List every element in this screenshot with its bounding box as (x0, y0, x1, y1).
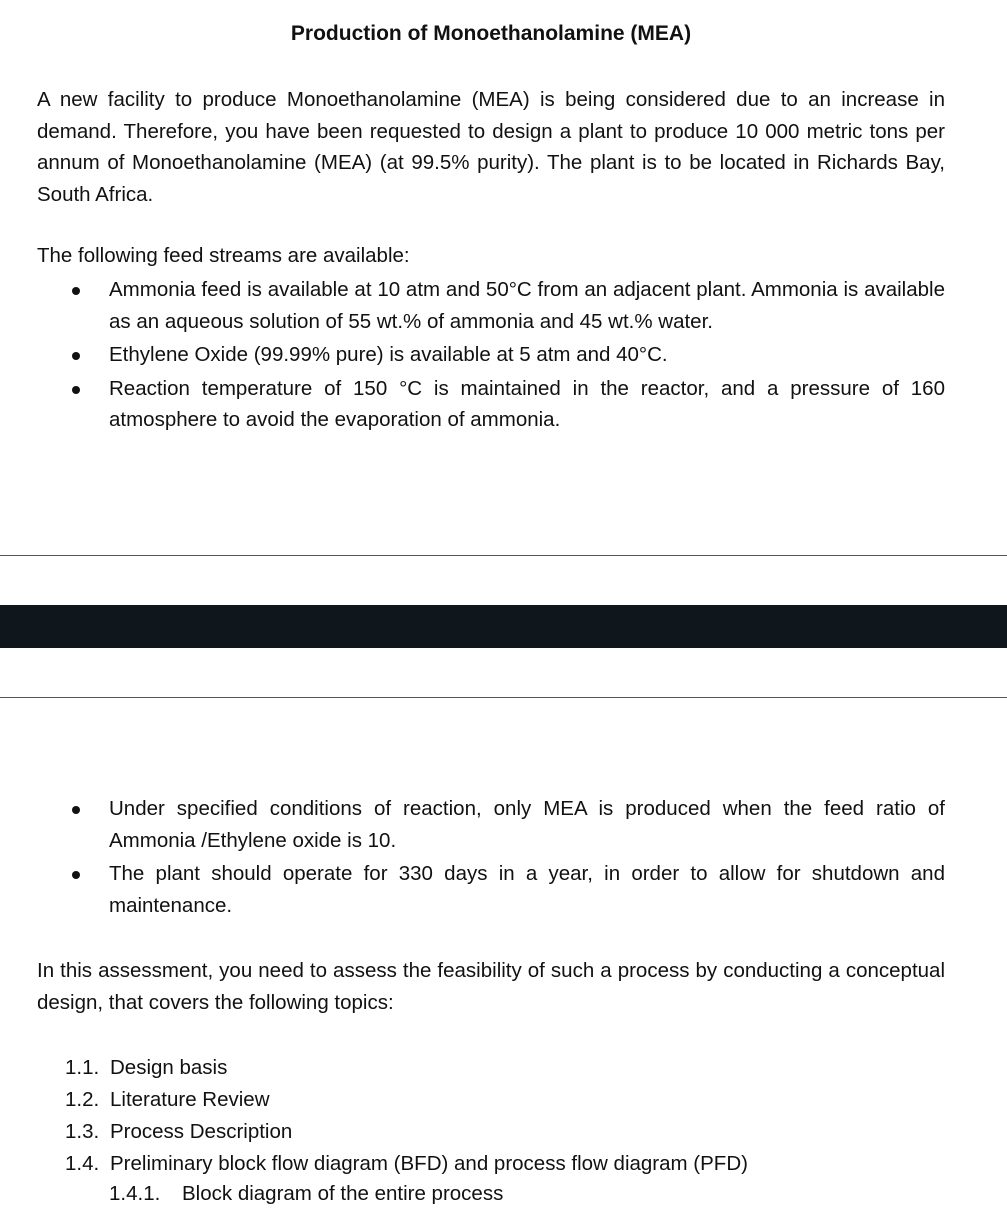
assessment-paragraph: In this assessment, you need to assess the feasibility of such a process by conducting a conceptual design, that covers the following topics: (37, 959, 945, 1014)
list-item (65, 1084, 748, 1116)
topic-number: 1.3. (65, 1120, 100, 1143)
list-item (0, 339, 945, 371)
bullet-icon (72, 352, 80, 360)
bullet-text: The plant should operate for 330 days in a year, in order to allow for shutdown and maintenance. (109, 862, 945, 917)
bullet-icon (72, 871, 80, 879)
list-item (65, 1116, 748, 1148)
list-item (65, 1148, 748, 1180)
topic-number: 1.4. (65, 1152, 100, 1175)
bullet-text: Ethylene Oxide (99.99% pure) is available at 5 atm and 40°C. (109, 343, 668, 366)
page-break-band (0, 605, 1007, 648)
topic-number: 1.2. (65, 1088, 100, 1111)
feed-streams-list (0, 274, 1007, 438)
list-item (65, 1178, 748, 1210)
list-item (0, 858, 945, 921)
topic-label: Design basis (110, 1056, 228, 1079)
topic-label: Preliminary block flow diagram (BFD) and process flow diagram (PFD) (110, 1152, 748, 1175)
bullet-icon (72, 287, 80, 295)
subtopic-label: Block diagram of the entire process (182, 1182, 504, 1205)
subtopic-number: 1.4.1. (109, 1182, 161, 1205)
document-title: Production of Monoethanolamine (MEA) (290, 22, 692, 45)
topics-list (65, 1052, 748, 1210)
bullet-text: Reaction temperature of 150 °C is maintained in the reactor, and a pressure of 160 atmosphere to avoid the evaporation of ammonia. (109, 376, 945, 431)
list-item (0, 274, 945, 337)
conditions-list (0, 793, 1007, 923)
topic-label: Process Description (110, 1120, 293, 1143)
page-divider-bottom (0, 697, 1007, 698)
list-item (65, 1052, 748, 1084)
topic-label: Literature Review (110, 1088, 270, 1111)
bullet-icon (72, 386, 80, 394)
bullet-text: Ammonia feed is available at 10 atm and 50°C from an adjacent plant. Ammonia is available as an aqueous solution of 55 wt.% of ammonia and 45 wt.% water. (109, 278, 945, 333)
list-item (0, 373, 945, 436)
bullet-text: Under specified conditions of reaction, only MEA is produced when the feed ratio of Ammonia /Ethylene oxide is 10. (109, 797, 945, 852)
intro-paragraph: A new facility to produce Monoethanolamine (MEA) is being considered due to an increase in demand. Therefore, you have been requested to design a plant to produce 10 000 metric tons per annum of Monoethanolamine (MEA) (at 99.5% purity). The plant is to be located in Richards Bay, South Africa. (37, 88, 945, 206)
page-divider-top (0, 555, 1007, 556)
bullet-icon (72, 806, 80, 814)
list-item (0, 793, 945, 856)
feed-streams-heading: The following feed streams are available: (37, 244, 410, 267)
topic-number: 1.1. (65, 1056, 100, 1079)
